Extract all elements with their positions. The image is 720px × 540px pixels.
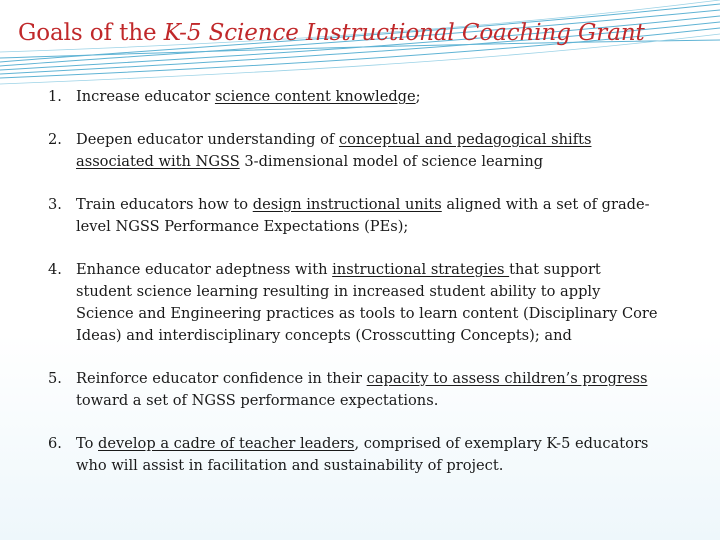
goal-number: 5.: [48, 370, 62, 387]
goal-emphasis: science content knowledge: [214, 88, 416, 105]
goal-number: 6.: [48, 435, 62, 452]
goal-item-1: [48, 86, 658, 108]
goal-item-3: [48, 194, 658, 238]
title-prefix: Goals of the: [18, 20, 164, 46]
title-grant-name: K-5 Science Instructional Coaching Grant: [163, 20, 645, 46]
goal-number: 1.: [48, 88, 62, 105]
goal-text: toward a set of NGSS performance expectations.: [76, 392, 439, 409]
goal-text: 3-dimensional model of science learning: [239, 153, 544, 170]
goal-text: Train educators how to: [76, 196, 253, 213]
slide-title: [18, 20, 645, 46]
goal-text: To: [76, 435, 99, 452]
goal-text: Enhance educator adeptness with: [76, 261, 333, 278]
goal-text: aligned with a set of grade-level NGSS Performance Expectations (PEs);: [76, 196, 650, 235]
goal-emphasis: design instructional units: [252, 196, 442, 213]
goal-emphasis: develop a cadre of teacher leaders: [98, 435, 355, 452]
goals-list: [48, 86, 658, 498]
goal-text: ;: [415, 88, 421, 105]
goal-number: 2.: [48, 131, 62, 148]
goal-text: Increase educator: [76, 88, 215, 105]
goal-number: 4.: [48, 261, 62, 278]
goal-text: , comprised of exemplary K-5 educators who will assist in facilitation and sustainability of project.: [76, 435, 649, 474]
goal-item-5: [48, 368, 658, 412]
goal-text: Deepen educator understanding of: [76, 131, 339, 148]
goal-text: that support student science learning resulting in increased student ability to apply Science and Engineering practices as tools to learn content (Disciplinary Core Ideas) and interdisciplinary concepts (Crosscutting Concepts); and: [76, 261, 658, 344]
goal-emphasis: conceptual and pedagogical shifts associated with NGSS: [76, 131, 592, 170]
goal-item-4: [48, 259, 658, 347]
goal-item-6: [48, 433, 658, 477]
goal-text: Reinforce educator confidence in their: [76, 370, 367, 387]
goal-item-2: [48, 129, 658, 173]
goal-number: 3.: [48, 196, 62, 213]
goal-emphasis: capacity to assess children’s progress: [366, 370, 648, 387]
goal-emphasis: instructional strategies: [332, 261, 510, 278]
